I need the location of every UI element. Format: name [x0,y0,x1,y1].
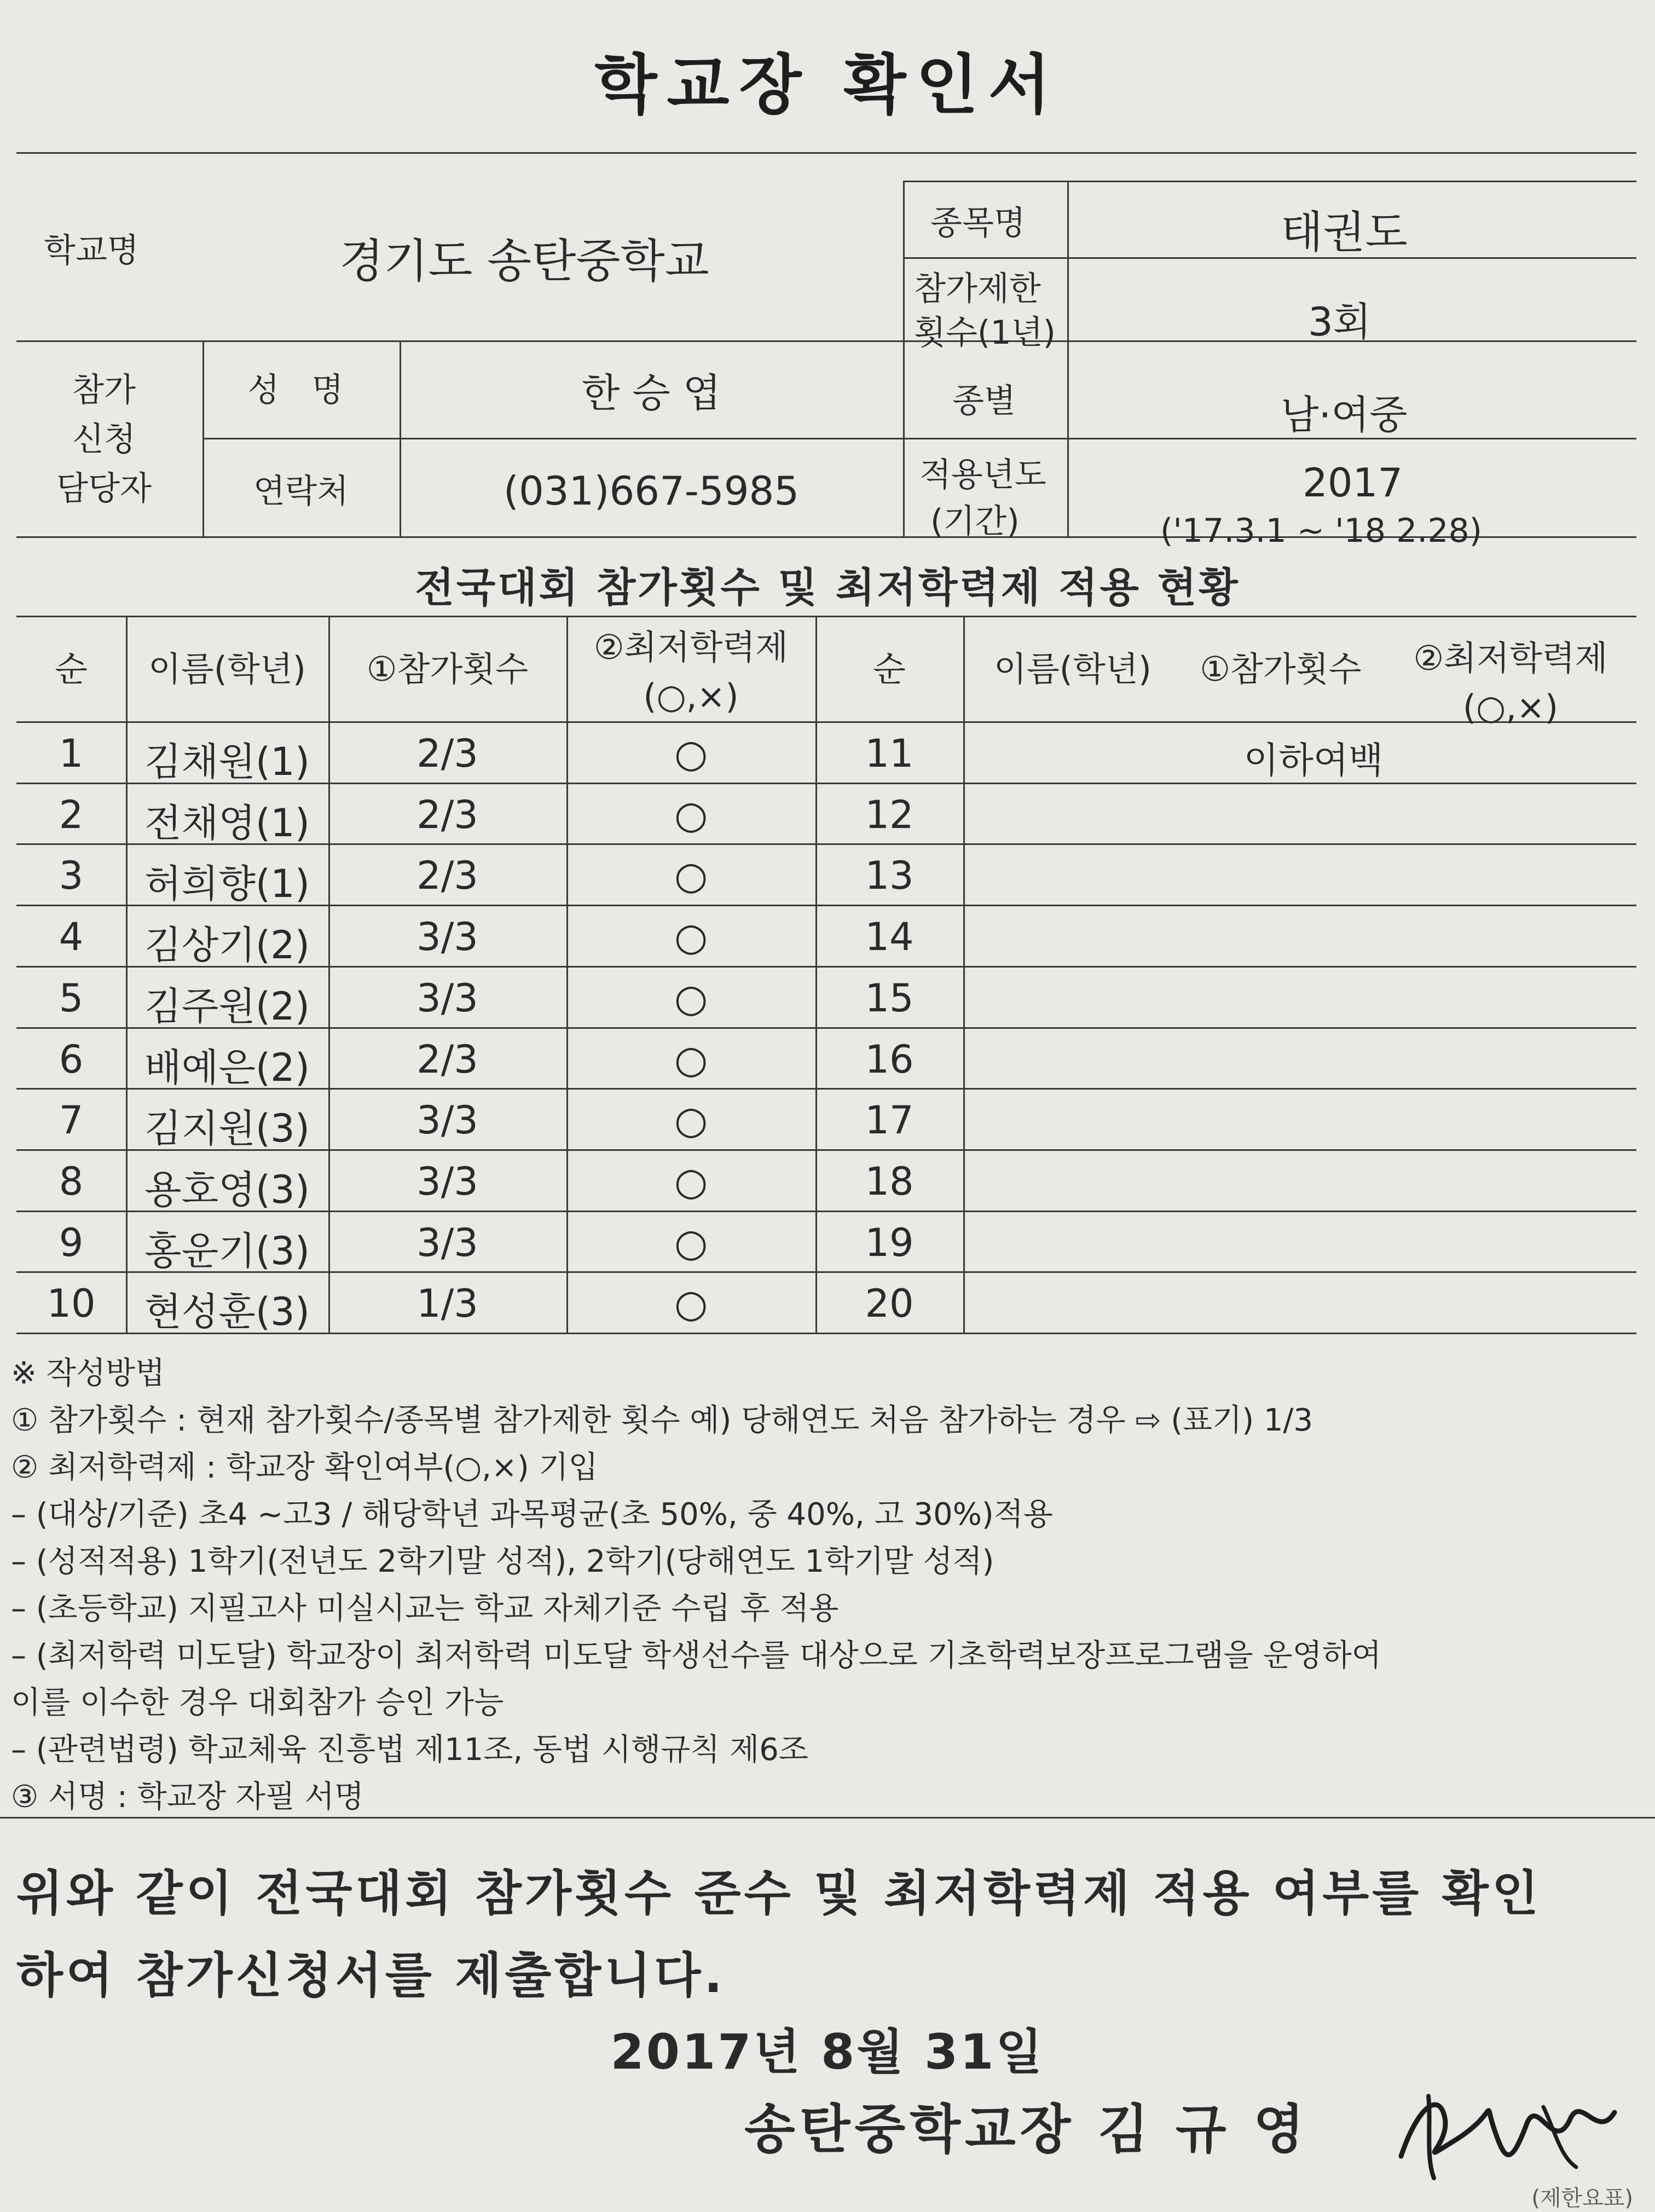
row-number: 5 [59,976,84,1021]
instruction-line: – (초등학교) 지필고사 미실시교는 학교 자체기준 수립 후 적용 [11,1591,839,1626]
date: 2017년 8월 31일 [610,2024,1045,2080]
name-value: 한 승 엽 [581,370,721,416]
row-min-status: ○ [674,1220,708,1265]
row-number: 7 [59,1098,84,1143]
row-count: 3/3 [416,1220,478,1265]
row-count: 2/3 [416,1037,478,1082]
header-min-line1: ②최저학력제 [593,627,789,667]
category-value: 남·여중 [1281,392,1408,438]
instruction-line: ③ 서명 : 학교장 자필 서명 [11,1779,364,1815]
statement-line2: 하여 참가신청서를 제출합니다. [16,1947,726,2003]
row-min-status: ○ [674,914,708,959]
header-count: ①참가횟수 [366,649,529,689]
rule [16,616,1636,617]
row-number-right: 20 [865,1281,914,1326]
category-label: 종별 [952,382,1016,420]
row-min-status: ○ [674,1098,708,1143]
principal-signer: 송탄중학교장 김 규 영 [744,2099,1309,2160]
row-number-right: 11 [865,731,914,776]
row-number-right: 14 [865,914,914,959]
instruction-line: ※ 작성방법 [11,1356,165,1391]
year-value: 2017 [1303,460,1403,506]
contact-value: (031)667-5985 [503,468,800,514]
row-count: 2/3 [416,731,478,776]
rule [963,616,965,1333]
row-number: 1 [59,731,84,776]
applicant-label-line2: 신청 [72,420,136,459]
sport-label: 종목명 [930,204,1026,242]
row-number-right: 15 [865,976,914,1021]
rule [903,181,1636,182]
row-min-status: ○ [674,976,708,1021]
rule [400,340,401,536]
statement-line1: 위와 같이 전국대회 참가횟수 준수 및 최저학력제 적용 여부를 확인 [16,1865,1542,1921]
form-number: (제한요표) [1531,2186,1633,2211]
year-label-line2: (기간) [930,502,1020,541]
name-label: 성 명 [247,371,355,409]
row-count: 1/3 [416,1281,478,1326]
row-name: 김지원(3) [144,1106,310,1151]
row-name: 홍운기(3) [144,1229,310,1273]
instruction-line: – (관련법령) 학교체육 진흥법 제11조, 동법 시행규칙 제6조 [11,1732,809,1768]
row-number-right: 17 [865,1098,914,1143]
row-count: 3/3 [416,976,478,1021]
row-number-right: 13 [865,853,914,898]
limit-label-line1: 참가제한 [914,270,1041,308]
applicant-label-line3: 담당자 [56,470,152,508]
row-number: 9 [59,1220,84,1265]
header-name: 이름(학년) [148,649,306,689]
row-number: 2 [59,792,84,837]
row-name: 김채원(1) [144,739,310,784]
rule [0,1817,1655,1819]
rule [202,340,204,536]
rule [202,438,903,439]
sport-value: 태권도 [1281,207,1408,258]
header-no-right: 순 [873,649,906,689]
handwritten-signature [1379,2074,1642,2184]
applicant-label-line1: 참가 [72,371,136,409]
row-number-right: 16 [865,1037,914,1082]
row-name: 전채영(1) [144,801,310,846]
rule [16,152,1636,154]
rule [903,181,905,536]
row-count: 3/3 [416,1098,478,1143]
instruction-line: – (대상/기준) 초4 ~고3 / 해당학년 과목평균(초 50%, 중 40%, 고 30%)적용 [11,1497,1053,1532]
row-count: 3/3 [416,914,478,959]
row-number: 6 [59,1037,84,1082]
row-count: 2/3 [416,853,478,898]
school-name-label: 학교명 [44,231,139,270]
section-title: 전국대회 참가횟수 및 최저학력제 적용 현황 [415,564,1240,611]
instruction-line: 이를 이수한 경우 대회참가 승인 가능 [11,1685,504,1721]
rule [16,340,1636,342]
instruction-line: – (최저학력 미도달) 학교장이 최저학력 미도달 학생선수를 대상으로 기초학력보장프로그램을 운영하여 [11,1638,1381,1674]
row-number: 8 [59,1159,84,1204]
row-number: 4 [59,914,84,959]
header-min-right-line1: ②최저학력제 [1413,638,1608,678]
header-min-right-line2: (○,×) [1462,687,1559,727]
instruction-line: – (성적적용) 1학기(전년도 2학기말 성적), 2학기(당해연도 1학기말 성적) [11,1544,994,1579]
row-name: 현성훈(3) [144,1289,310,1334]
row-min-status: ○ [674,1281,708,1326]
row-name: 김주원(2) [144,984,310,1029]
row-min-status: ○ [674,1037,708,1082]
row-min-status: ○ [674,1159,708,1204]
header-no: 순 [55,649,88,689]
row-name: 허희향(1) [144,861,310,906]
rule [903,257,1636,259]
row-min-status: ○ [674,853,708,898]
instruction-line: ② 최저학력제 : 학교장 확인여부(○,×) 기입 [11,1450,598,1485]
row-min-status: ○ [674,792,708,837]
limit-value: 3회 [1308,299,1372,345]
row-number: 3 [59,853,84,898]
row-name: 김상기(2) [144,923,310,968]
header-min-line2: (○,×) [643,676,739,716]
row-number: 10 [47,1281,96,1326]
header-count-right: ①참가횟수 [1200,649,1362,689]
limit-label-line2: 횟수(1년) [914,314,1056,352]
row-name: 용호영(3) [144,1167,310,1212]
row-name: 배예은(2) [144,1045,310,1090]
row-note: 이하여백 [1243,739,1384,781]
row-number-right: 18 [865,1159,914,1204]
instruction-line: ① 참가횟수 : 현재 참가횟수/종목별 참가제한 횟수 예) 당해연도 처음 참가하는 경우 ⇨ (표기) 1/3 [11,1403,1313,1438]
document-title: 학교장 확인서 [594,47,1061,123]
row-min-status: ○ [674,731,708,776]
row-count: 2/3 [416,792,478,837]
rule [1067,181,1069,536]
rule [903,438,1636,439]
row-number-right: 19 [865,1220,914,1265]
row-count: 3/3 [416,1159,478,1204]
header-name-right: 이름(학년) [994,649,1151,689]
school-name-value: 경기도 송탄중학교 [339,234,709,288]
year-label-line1: 적용년도 [919,456,1046,494]
contact-label: 연락처 [253,472,349,511]
row-number-right: 12 [865,792,914,837]
period-value: ('17.3.1 ~ '18 2.28) [1160,512,1483,550]
